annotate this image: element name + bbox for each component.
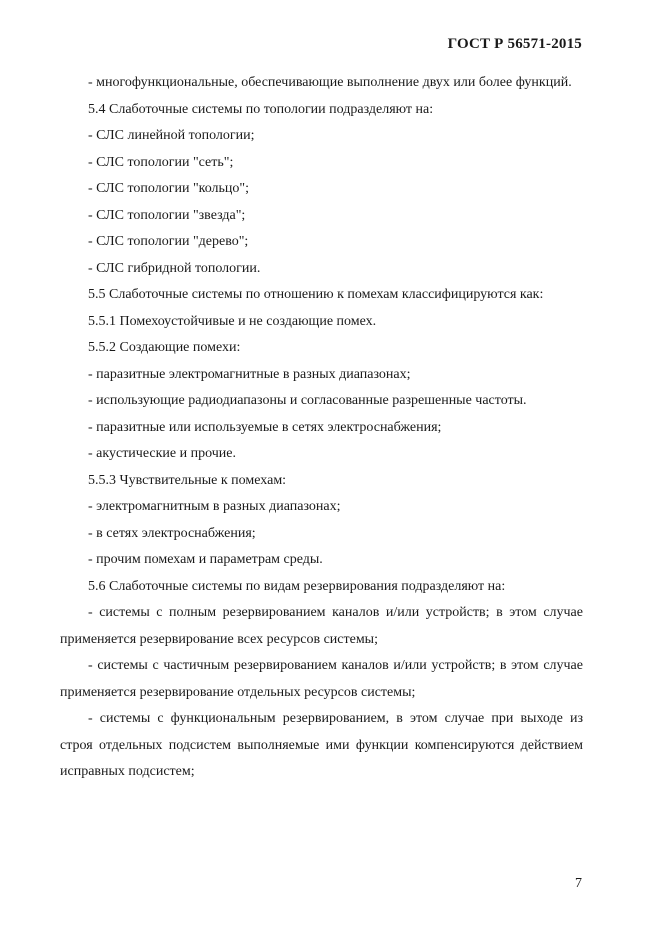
subsection-heading: 5.5.3 Чувствительные к помехам: [88, 472, 287, 488]
list-item: - акустические и прочие. [88, 446, 236, 461]
paragraph: - многофункциональные, обеспечивающие выполнение двух или более функций. [88, 75, 572, 90]
list-item: - СЛС топологии "дерево"; [88, 234, 249, 249]
list-item: - СЛС топологии "звезда"; [88, 207, 246, 223]
list-item: - системы с частичным резервированием каналов и/или устройств; в этом случае применяется резервирование отдельных ресурсов системы; [60, 658, 583, 700]
list-item: - паразитные электромагнитные в разных диапазонах; [88, 366, 411, 382]
list-item: - СЛС топологии "сеть"; [88, 154, 234, 170]
list-item: - СЛС гибридной топологии. [88, 260, 261, 276]
list-item: - паразитные или используемые в сетях электроснабжения; [88, 419, 442, 435]
section-heading: 5.6 Слаботочные системы по видам резервирования подразделяют на: [88, 578, 506, 594]
page-number: 7 [575, 876, 582, 891]
list-item: - в сетях электроснабжения; [88, 525, 256, 541]
document-header: ГОСТ Р 56571-2015 [447, 36, 582, 52]
list-item: - прочим помехам и параметрам среды. [88, 552, 323, 567]
list-item: - использующие радиодиапазоны и согласованные разрешенные частоты. [88, 393, 527, 408]
list-item: - системы с функциональным резервированием, в этом случае при выходе из строя отдельных подсистем выполняемые ими функции компенсируются действием исправных подсистем; [60, 711, 583, 779]
subsection-heading: 5.5.1 Помехоустойчивые и не создающие помех. [88, 313, 377, 329]
subsection-heading: 5.5.2 Создающие помехи: [88, 340, 241, 355]
list-item: - электромагнитным в разных диапазонах; [88, 499, 341, 514]
list-item: - СЛС топологии "кольцо"; [88, 181, 250, 196]
document-body [60, 70, 583, 786]
section-heading: 5.4 Слаботочные системы по топологии подразделяют на: [88, 101, 434, 117]
list-item: - системы с полным резервированием каналов и/или устройств; в этом случае применяется резервирование всех ресурсов системы; [60, 605, 583, 647]
list-item: - СЛС линейной топологии; [88, 128, 255, 143]
section-heading: 5.5 Слаботочные системы по отношению к помехам классифицируются как: [88, 287, 544, 302]
